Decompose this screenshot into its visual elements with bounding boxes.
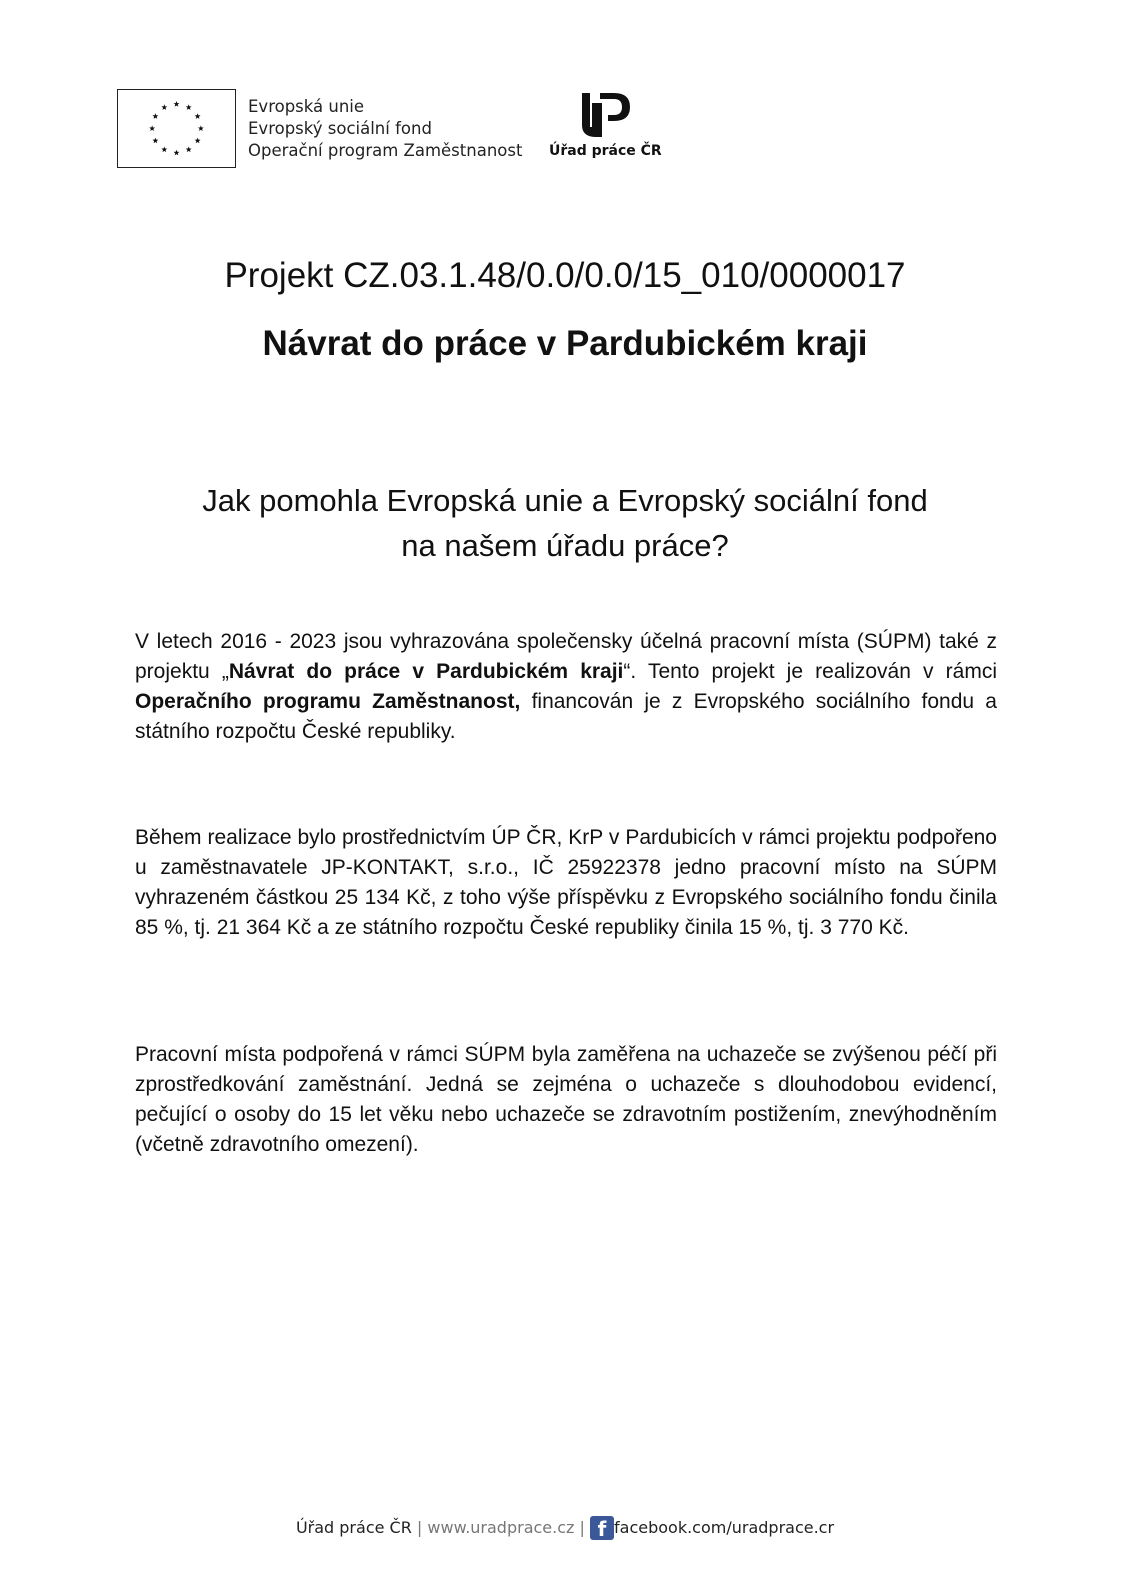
- eu-star-icon: [174, 101, 180, 107]
- eu-logo-text: [248, 96, 522, 162]
- eu-logo-line-1: Evropská unie: [248, 97, 365, 116]
- footer-separator-2: |: [579, 1518, 585, 1537]
- eu-star-icon: [161, 104, 167, 110]
- paragraph-2: Během realizace bylo prostřednictvím ÚP ČR, KrP v Pardubicích v rámci projektu podpořeno u zaměstnavatele JP-KONTAKT, s.r.o., IČ 25922378 jedno pracovní místo na SÚPM vyhrazeném částkou 25 134 Kč, z toho výše příspěvku z Evropského sociálního fondu činila 85 %, tj. 21 364 Kč a ze státního rozpočtu České republiky činila 15 %, tj. 3 770 Kč.: [135, 826, 997, 939]
- project-code-title: Projekt CZ.03.1.48/0.0/0.0/15_010/0000017: [224, 256, 906, 295]
- question-line-2: na našem úřadu práce?: [401, 528, 729, 563]
- paragraph-1-text-a: V letech 2016 - 2023 jsou vyhrazována společensky účelná pracovní místa (SÚPM) také z projektu „: [135, 630, 997, 683]
- eu-star-icon: [149, 125, 155, 131]
- footer-website-link[interactable]: www.uradprace.cz: [427, 1518, 575, 1537]
- paragraph-1: [135, 627, 997, 747]
- eu-flag-icon: [117, 89, 236, 168]
- eu-stars-circle: [118, 90, 235, 167]
- eu-star-icon: [186, 146, 192, 152]
- urad-prace-logo-text: Úřad práce ČR: [549, 143, 662, 159]
- paragraph-1-bold-project: Návrat do práce v Pardubickém kraji: [228, 660, 624, 683]
- paragraph-1-text-c: financován je z Evropského sociálního fondu a státního rozpočtu České republiky.: [135, 690, 997, 743]
- eu-star-icon: [198, 125, 204, 131]
- footer-org: Úřad práce ČR: [295, 1518, 412, 1537]
- paragraph-3: Pracovní místa podpořená v rámci SÚPM byla zaměřena na uchazeče se zvýšenou péčí při zprostředkování zaměstnání. Jedná se zejména o uchazeče s dlouhodobou evidencí, pečující o osoby do 15 let věku nebo uchazeče se zdravotním postižením, znevýhodněním (včetně zdravotního omezení).: [135, 1043, 997, 1156]
- eu-logo-line-3: Operační program Zaměstnanost: [248, 141, 523, 160]
- paragraph-1-text-b: “. Tento projekt je realizován v rámci: [623, 660, 998, 683]
- eu-star-icon: [195, 138, 201, 144]
- eu-star-icon: [186, 104, 192, 110]
- eu-star-icon: [152, 113, 158, 119]
- project-name-title: Návrat do práce v Pardubickém kraji: [262, 324, 868, 363]
- eu-star-icon: [161, 146, 167, 152]
- paragraph-1-bold-program: Operačního programu Zaměstnanost,: [135, 690, 521, 713]
- eu-star-icon: [152, 138, 158, 144]
- urad-prace-logo-icon: [578, 89, 632, 141]
- footer-facebook-link[interactable]: facebook.com/uradprace.cr: [614, 1518, 835, 1537]
- question-heading: [0, 478, 1130, 568]
- footer: [0, 1516, 1130, 1540]
- question-line-1: Jak pomohla Evropská unie a Evropský sociální fond: [202, 483, 928, 518]
- eu-logo-line-2: Evropský sociální fond: [248, 119, 432, 138]
- facebook-icon[interactable]: f: [590, 1516, 614, 1540]
- footer-separator-1: |: [416, 1518, 423, 1537]
- eu-star-icon: [174, 150, 180, 156]
- eu-star-icon: [195, 113, 201, 119]
